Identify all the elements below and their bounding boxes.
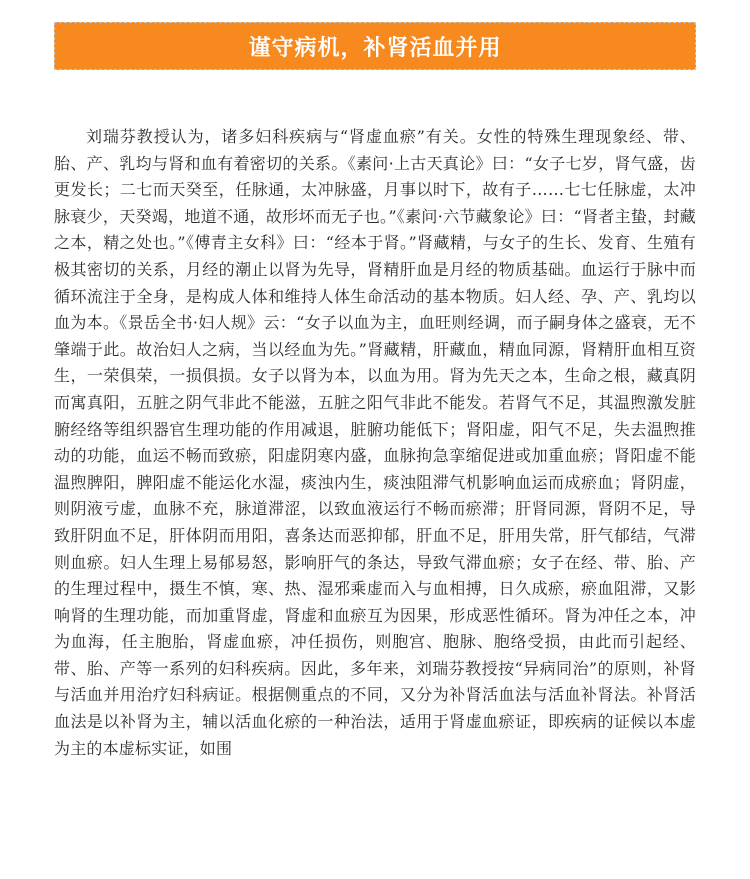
article-paragraph: 刘瑞芬教授认为，诸多妇科疾病与“肾虚血瘀”有关。女性的特殊生理现象经、带、胎、产、乳均与肾和血有着密切的关系。《素问·上古天真论》曰：“女子七岁，肾气盛，齿更发长；二七而天癸至，任脉通，太冲脉盛，月事以时下，故有子……七七任脉虚，太冲脉衰少，天癸竭，地道不通，故形坏而无子也。”《素问·六节藏象论》曰：“肾者主蛰，封藏之本，精之处也。”《傅青主女科》曰：“经本于肾。”肾藏精，与女子的生长、发育、生殖有极其密切的关系，月经的潮止以肾为先导，肾精肝血是月经的物质基础。血运行于脉中而循环流注于全身，是构成人体和维持人体生命活动的基本物质。妇人经、孕、产、乳均以血为本。《景岳全书·妇人规》云：“女子以血为主，血旺则经调，而子嗣身体之盛衰，无不肇端于此。故治妇人之病，当以经血为先。”肾藏精，肝藏血，精血同源，肾精肝血相互资生，一荣俱荣，一损俱损。女子以肾为本，以血为用。肾为先天之本，生命之根，藏真阴而寓真阳，五脏之阴气非此不能滋，五脏之阳气非此不能发。若肾气不足，其温煦激发脏腑经络等组织器官生理功能的作用减退，脏腑功能低下；肾阳虚，阳气不足，失去温煦推动的功能，血运不畅而致瘀，阳虚阴寒内盛，血脉拘急挛缩促进或加重血瘀；肾阳虚不能温煦脾阳，脾阳虚不能运化水湿，痰浊内生，痰浊阻滞气机影响血运而成瘀血；肾阴虚，则阴液亏虚，血脉不充，脉道滞涩，以致血液运行不畅而瘀滞；肝肾同源，肾阴不足，导致肝阴血不足，肝体阴而用阳，喜条达而恶抑郁，肝血不足，肝用失常，肝气郁结，气滞则血瘀。妇人生理上易郁易怒，影响肝气的条达，导致气滞血瘀；女子在经、带、胎、产的生理过程中，摄生不慎，寒、热、湿邪乘虚而入与血相搏，日久成瘀，瘀血阻滞，又影响肾的生理功能，而加重肾虚，肾虚和血瘀互为因果，形成恶性循环。肾为冲任之本，冲为血海，任主胞胎，肾虚血瘀，冲任损伤，则胞宫、胞脉、胞络受损，由此而引起经、带、胎、产等一系列的妇科疾病。因此，多年来，刘瑞芬教授按“异病同治”的原则，补肾与活血并用治疗妇科病证。根据侧重点的不同，又分为补肾活血法与活血补肾法。补肾活血法是以补肾为主，辅以活血化瘀的一种治法，适用于肾虚血瘀证，即疾病的证候以本虚为主的本虚标实证，如围 (54, 127, 696, 758)
section-title: 谨守病机，补肾活血并用 (248, 35, 502, 61)
section-title-banner (54, 22, 696, 70)
